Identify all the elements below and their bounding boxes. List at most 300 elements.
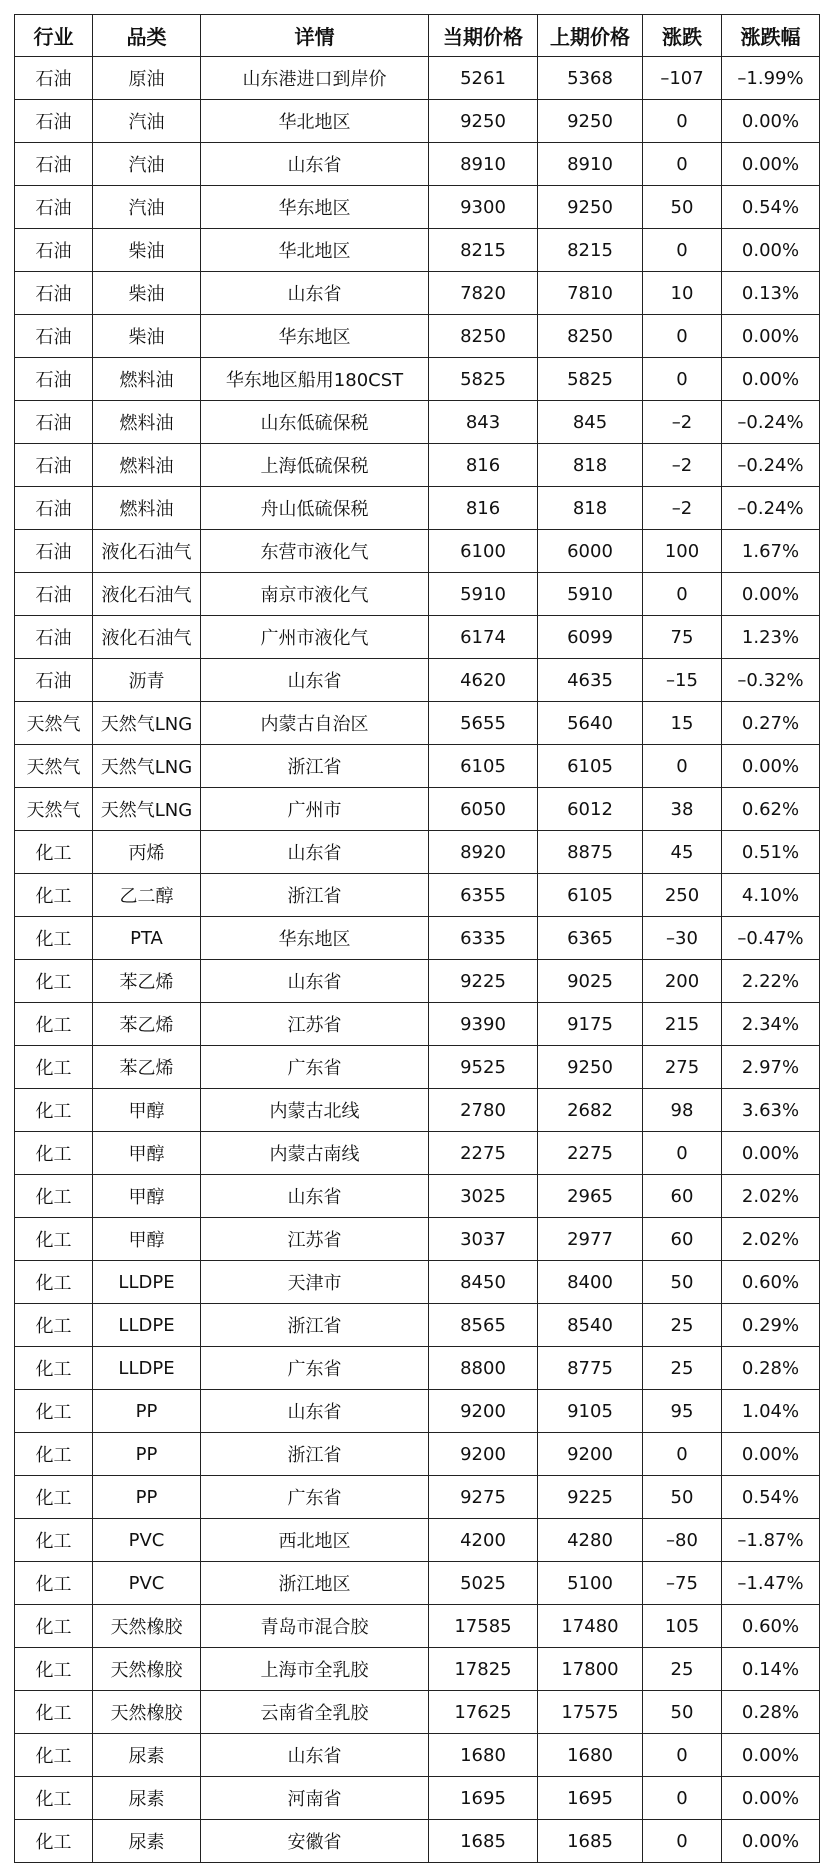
table-row	[15, 530, 820, 573]
cell-current-price: 9200	[429, 1390, 538, 1433]
cell-details: 山东省	[201, 831, 429, 874]
table-row	[15, 745, 820, 788]
cell-current-price: 5825	[429, 358, 538, 401]
cell-industry: 化工	[15, 1562, 93, 1605]
cell-previous-price: 6365	[538, 917, 643, 960]
cell-category: 柴油	[93, 315, 201, 358]
cell-category: 天然气LNG	[93, 702, 201, 745]
table-row	[15, 1175, 820, 1218]
cell-previous-price: 17800	[538, 1648, 643, 1691]
header-current-price: 当期价格	[429, 15, 538, 57]
table-row	[15, 57, 820, 100]
cell-industry: 化工	[15, 1648, 93, 1691]
cell-previous-price: 8775	[538, 1347, 643, 1390]
cell-category: 燃料油	[93, 487, 201, 530]
table-row	[15, 788, 820, 831]
cell-current-price: 17625	[429, 1691, 538, 1734]
cell-details: 内蒙古南线	[201, 1132, 429, 1175]
cell-current-price: 7820	[429, 272, 538, 315]
cell-current-price: 8450	[429, 1261, 538, 1304]
table-row	[15, 272, 820, 315]
cell-current-price: 6105	[429, 745, 538, 788]
cell-details: 华北地区	[201, 229, 429, 272]
cell-category: 汽油	[93, 100, 201, 143]
cell-change: 0	[643, 573, 722, 616]
cell-industry: 化工	[15, 1519, 93, 1562]
cell-industry: 天然气	[15, 745, 93, 788]
cell-previous-price: 17480	[538, 1605, 643, 1648]
cell-current-price: 2780	[429, 1089, 538, 1132]
cell-previous-price: 9225	[538, 1476, 643, 1519]
cell-previous-price: 5368	[538, 57, 643, 100]
cell-category: 沥青	[93, 659, 201, 702]
cell-category: 尿素	[93, 1820, 201, 1863]
cell-details: 浙江省	[201, 1304, 429, 1347]
cell-details: 山东低硫保税	[201, 401, 429, 444]
cell-details: 广东省	[201, 1046, 429, 1089]
cell-previous-price: 9200	[538, 1433, 643, 1476]
cell-details: 青岛市混合胶	[201, 1605, 429, 1648]
table-row	[15, 1304, 820, 1347]
cell-previous-price: 6000	[538, 530, 643, 573]
cell-details: 江苏省	[201, 1218, 429, 1261]
cell-category: PVC	[93, 1562, 201, 1605]
cell-previous-price: 845	[538, 401, 643, 444]
cell-change-pct: 2.97%	[722, 1046, 820, 1089]
cell-category: 甲醇	[93, 1089, 201, 1132]
cell-current-price: 8250	[429, 315, 538, 358]
cell-category: 苯乙烯	[93, 1003, 201, 1046]
cell-change-pct: 0.00%	[722, 143, 820, 186]
cell-change: 0	[643, 1820, 722, 1863]
cell-industry: 天然气	[15, 702, 93, 745]
cell-change-pct: 0.60%	[722, 1261, 820, 1304]
cell-category: 天然气LNG	[93, 788, 201, 831]
cell-category: 液化石油气	[93, 573, 201, 616]
cell-details: 华东地区	[201, 917, 429, 960]
table-row	[15, 1562, 820, 1605]
cell-change: 0	[643, 100, 722, 143]
table-row	[15, 1347, 820, 1390]
cell-change: 60	[643, 1175, 722, 1218]
cell-details: 山东省	[201, 659, 429, 702]
cell-change-pct: 2.02%	[722, 1218, 820, 1261]
header-change-pct: 涨跌幅	[722, 15, 820, 57]
cell-industry: 石油	[15, 315, 93, 358]
cell-previous-price: 1695	[538, 1777, 643, 1820]
cell-previous-price: 9250	[538, 1046, 643, 1089]
cell-change: 0	[643, 745, 722, 788]
cell-details: 山东省	[201, 143, 429, 186]
table-row	[15, 659, 820, 702]
cell-details: 上海市全乳胶	[201, 1648, 429, 1691]
cell-details: 安徽省	[201, 1820, 429, 1863]
cell-industry: 化工	[15, 1261, 93, 1304]
cell-industry: 化工	[15, 1347, 93, 1390]
cell-previous-price: 1680	[538, 1734, 643, 1777]
cell-change: 105	[643, 1605, 722, 1648]
cell-category: 原油	[93, 57, 201, 100]
table-row	[15, 1691, 820, 1734]
cell-industry: 化工	[15, 1605, 93, 1648]
cell-change-pct: 0.00%	[722, 358, 820, 401]
cell-change-pct: –1.99%	[722, 57, 820, 100]
cell-details: 上海低硫保税	[201, 444, 429, 487]
cell-current-price: 9300	[429, 186, 538, 229]
cell-previous-price: 7810	[538, 272, 643, 315]
header-change: 涨跌	[643, 15, 722, 57]
cell-current-price: 17585	[429, 1605, 538, 1648]
cell-previous-price: 2682	[538, 1089, 643, 1132]
cell-industry: 石油	[15, 401, 93, 444]
cell-change: 98	[643, 1089, 722, 1132]
cell-change-pct: 0.54%	[722, 1476, 820, 1519]
cell-previous-price: 9175	[538, 1003, 643, 1046]
table-row	[15, 1132, 820, 1175]
cell-details: 山东省	[201, 1390, 429, 1433]
cell-previous-price: 6105	[538, 745, 643, 788]
cell-change-pct: 0.00%	[722, 573, 820, 616]
cell-category: PP	[93, 1433, 201, 1476]
price-table-container	[14, 14, 820, 1863]
cell-current-price: 2275	[429, 1132, 538, 1175]
table-row	[15, 229, 820, 272]
cell-previous-price: 5640	[538, 702, 643, 745]
cell-category: 柴油	[93, 229, 201, 272]
cell-change: –75	[643, 1562, 722, 1605]
cell-category: 尿素	[93, 1734, 201, 1777]
cell-previous-price: 6099	[538, 616, 643, 659]
cell-details: 河南省	[201, 1777, 429, 1820]
cell-current-price: 6100	[429, 530, 538, 573]
table-header	[15, 15, 820, 57]
table-row	[15, 1605, 820, 1648]
cell-details: 华东地区	[201, 315, 429, 358]
cell-industry: 石油	[15, 272, 93, 315]
cell-industry: 化工	[15, 1175, 93, 1218]
cell-industry: 化工	[15, 1089, 93, 1132]
cell-change: 15	[643, 702, 722, 745]
cell-current-price: 17825	[429, 1648, 538, 1691]
cell-details: 内蒙古自治区	[201, 702, 429, 745]
cell-industry: 石油	[15, 530, 93, 573]
table-body	[15, 57, 820, 1863]
cell-change: –80	[643, 1519, 722, 1562]
cell-previous-price: 2965	[538, 1175, 643, 1218]
cell-details: 华北地区	[201, 100, 429, 143]
table-row	[15, 100, 820, 143]
cell-change: 50	[643, 1691, 722, 1734]
cell-industry: 化工	[15, 874, 93, 917]
cell-previous-price: 2977	[538, 1218, 643, 1261]
cell-details: 舟山低硫保税	[201, 487, 429, 530]
cell-industry: 化工	[15, 1218, 93, 1261]
cell-change: 0	[643, 1734, 722, 1777]
table-row	[15, 831, 820, 874]
cell-change-pct: 0.28%	[722, 1691, 820, 1734]
cell-previous-price: 8400	[538, 1261, 643, 1304]
price-table	[14, 14, 820, 1863]
cell-current-price: 1695	[429, 1777, 538, 1820]
cell-change-pct: 0.13%	[722, 272, 820, 315]
cell-current-price: 8215	[429, 229, 538, 272]
cell-details: 浙江省	[201, 874, 429, 917]
cell-change: –30	[643, 917, 722, 960]
cell-industry: 化工	[15, 831, 93, 874]
table-row	[15, 1390, 820, 1433]
cell-change: 50	[643, 186, 722, 229]
cell-current-price: 816	[429, 444, 538, 487]
table-row	[15, 401, 820, 444]
table-row	[15, 874, 820, 917]
cell-details: 浙江省	[201, 1433, 429, 1476]
cell-previous-price: 9250	[538, 100, 643, 143]
cell-current-price: 4200	[429, 1519, 538, 1562]
cell-details: 广东省	[201, 1476, 429, 1519]
cell-change-pct: –0.32%	[722, 659, 820, 702]
cell-details: 山东省	[201, 1734, 429, 1777]
cell-previous-price: 8910	[538, 143, 643, 186]
cell-category: 苯乙烯	[93, 960, 201, 1003]
cell-current-price: 8910	[429, 143, 538, 186]
cell-details: 浙江地区	[201, 1562, 429, 1605]
table-row	[15, 702, 820, 745]
cell-industry: 石油	[15, 57, 93, 100]
cell-industry: 化工	[15, 1304, 93, 1347]
cell-previous-price: 8215	[538, 229, 643, 272]
cell-details: 华东地区船用180CST	[201, 358, 429, 401]
cell-previous-price: 818	[538, 444, 643, 487]
cell-category: 乙二醇	[93, 874, 201, 917]
cell-category: 甲醇	[93, 1132, 201, 1175]
cell-industry: 石油	[15, 616, 93, 659]
cell-details: 山东省	[201, 960, 429, 1003]
cell-current-price: 1680	[429, 1734, 538, 1777]
cell-change-pct: 0.54%	[722, 186, 820, 229]
cell-category: 天然橡胶	[93, 1605, 201, 1648]
cell-industry: 石油	[15, 444, 93, 487]
cell-industry: 石油	[15, 143, 93, 186]
cell-current-price: 9390	[429, 1003, 538, 1046]
cell-previous-price: 9025	[538, 960, 643, 1003]
cell-details: 南京市液化气	[201, 573, 429, 616]
table-row	[15, 487, 820, 530]
cell-details: 浙江省	[201, 745, 429, 788]
cell-change: –2	[643, 401, 722, 444]
cell-change: 25	[643, 1347, 722, 1390]
cell-change: 100	[643, 530, 722, 573]
cell-change-pct: 0.28%	[722, 1347, 820, 1390]
cell-category: LLDPE	[93, 1261, 201, 1304]
cell-industry: 天然气	[15, 788, 93, 831]
cell-previous-price: 8250	[538, 315, 643, 358]
cell-change-pct: 0.00%	[722, 229, 820, 272]
cell-current-price: 8800	[429, 1347, 538, 1390]
cell-change-pct: –1.47%	[722, 1562, 820, 1605]
table-row	[15, 186, 820, 229]
cell-current-price: 9200	[429, 1433, 538, 1476]
cell-change-pct: –1.87%	[722, 1519, 820, 1562]
cell-category: 甲醇	[93, 1175, 201, 1218]
cell-current-price: 5261	[429, 57, 538, 100]
cell-previous-price: 5100	[538, 1562, 643, 1605]
cell-previous-price: 6012	[538, 788, 643, 831]
cell-change: 0	[643, 1433, 722, 1476]
cell-change: 0	[643, 1777, 722, 1820]
table-row	[15, 1089, 820, 1132]
cell-change-pct: 0.00%	[722, 1433, 820, 1476]
cell-details: 西北地区	[201, 1519, 429, 1562]
cell-current-price: 6174	[429, 616, 538, 659]
cell-change: 0	[643, 229, 722, 272]
cell-current-price: 9250	[429, 100, 538, 143]
cell-category: LLDPE	[93, 1304, 201, 1347]
cell-category: 汽油	[93, 143, 201, 186]
cell-category: 液化石油气	[93, 616, 201, 659]
cell-category: 液化石油气	[93, 530, 201, 573]
cell-details: 广东省	[201, 1347, 429, 1390]
cell-change: –2	[643, 487, 722, 530]
cell-previous-price: 5825	[538, 358, 643, 401]
cell-change-pct: –0.47%	[722, 917, 820, 960]
cell-category: 丙烯	[93, 831, 201, 874]
table-row	[15, 1734, 820, 1777]
cell-details: 天津市	[201, 1261, 429, 1304]
cell-change-pct: 2.02%	[722, 1175, 820, 1218]
cell-change: 250	[643, 874, 722, 917]
cell-category: 天然橡胶	[93, 1691, 201, 1734]
cell-details: 广州市液化气	[201, 616, 429, 659]
table-row	[15, 358, 820, 401]
cell-current-price: 6355	[429, 874, 538, 917]
table-row	[15, 1218, 820, 1261]
cell-details: 广州市	[201, 788, 429, 831]
cell-current-price: 5910	[429, 573, 538, 616]
header-industry: 行业	[15, 15, 93, 57]
cell-current-price: 4620	[429, 659, 538, 702]
cell-category: 天然橡胶	[93, 1648, 201, 1691]
cell-category: 汽油	[93, 186, 201, 229]
cell-change-pct: –0.24%	[722, 487, 820, 530]
cell-details: 云南省全乳胶	[201, 1691, 429, 1734]
cell-current-price: 6050	[429, 788, 538, 831]
cell-industry: 化工	[15, 1734, 93, 1777]
cell-change-pct: 1.67%	[722, 530, 820, 573]
cell-current-price: 1685	[429, 1820, 538, 1863]
cell-details: 内蒙古北线	[201, 1089, 429, 1132]
cell-change-pct: –0.24%	[722, 444, 820, 487]
cell-change-pct: 4.10%	[722, 874, 820, 917]
cell-change: 275	[643, 1046, 722, 1089]
cell-previous-price: 17575	[538, 1691, 643, 1734]
cell-change: 0	[643, 358, 722, 401]
cell-change-pct: 0.00%	[722, 1777, 820, 1820]
cell-industry: 化工	[15, 1046, 93, 1089]
cell-change-pct: 1.23%	[722, 616, 820, 659]
table-row	[15, 616, 820, 659]
cell-change-pct: 0.00%	[722, 1132, 820, 1175]
cell-category: 甲醇	[93, 1218, 201, 1261]
cell-previous-price: 818	[538, 487, 643, 530]
table-row	[15, 573, 820, 616]
cell-change-pct: 0.00%	[722, 745, 820, 788]
cell-change-pct: 1.04%	[722, 1390, 820, 1433]
cell-change: 38	[643, 788, 722, 831]
cell-category: 燃料油	[93, 444, 201, 487]
cell-industry: 化工	[15, 1820, 93, 1863]
cell-change: 0	[643, 315, 722, 358]
cell-details: 华东地区	[201, 186, 429, 229]
cell-change: 200	[643, 960, 722, 1003]
cell-change-pct: 0.00%	[722, 100, 820, 143]
cell-category: PTA	[93, 917, 201, 960]
table-row	[15, 1433, 820, 1476]
cell-category: 苯乙烯	[93, 1046, 201, 1089]
cell-previous-price: 5910	[538, 573, 643, 616]
cell-industry: 石油	[15, 573, 93, 616]
table-row	[15, 444, 820, 487]
cell-previous-price: 6105	[538, 874, 643, 917]
cell-industry: 石油	[15, 659, 93, 702]
cell-change: 75	[643, 616, 722, 659]
table-row	[15, 315, 820, 358]
cell-category: PP	[93, 1390, 201, 1433]
cell-details: 东营市液化气	[201, 530, 429, 573]
cell-current-price: 8920	[429, 831, 538, 874]
cell-change-pct: 0.29%	[722, 1304, 820, 1347]
cell-current-price: 9225	[429, 960, 538, 1003]
cell-current-price: 6335	[429, 917, 538, 960]
header-details: 详情	[201, 15, 429, 57]
cell-current-price: 9525	[429, 1046, 538, 1089]
cell-change: 50	[643, 1476, 722, 1519]
cell-industry: 化工	[15, 960, 93, 1003]
cell-change-pct: 0.00%	[722, 315, 820, 358]
cell-change: –2	[643, 444, 722, 487]
table-row	[15, 143, 820, 186]
cell-industry: 化工	[15, 1003, 93, 1046]
cell-previous-price: 9105	[538, 1390, 643, 1433]
cell-change-pct: 0.60%	[722, 1605, 820, 1648]
cell-details: 山东省	[201, 1175, 429, 1218]
cell-current-price: 5655	[429, 702, 538, 745]
cell-current-price: 816	[429, 487, 538, 530]
cell-industry: 化工	[15, 1390, 93, 1433]
cell-change: 10	[643, 272, 722, 315]
cell-current-price: 8565	[429, 1304, 538, 1347]
cell-change: 50	[643, 1261, 722, 1304]
cell-current-price: 5025	[429, 1562, 538, 1605]
cell-category: 柴油	[93, 272, 201, 315]
cell-change-pct: 0.00%	[722, 1820, 820, 1863]
cell-category: LLDPE	[93, 1347, 201, 1390]
table-row	[15, 1648, 820, 1691]
cell-industry: 化工	[15, 917, 93, 960]
cell-details: 山东港进口到岸价	[201, 57, 429, 100]
header-previous-price: 上期价格	[538, 15, 643, 57]
cell-previous-price: 4635	[538, 659, 643, 702]
cell-change: 215	[643, 1003, 722, 1046]
cell-category: PP	[93, 1476, 201, 1519]
cell-change: 45	[643, 831, 722, 874]
cell-change-pct: 0.62%	[722, 788, 820, 831]
cell-previous-price: 9250	[538, 186, 643, 229]
cell-change-pct: 0.51%	[722, 831, 820, 874]
cell-industry: 石油	[15, 186, 93, 229]
cell-change-pct: 0.00%	[722, 1734, 820, 1777]
table-row	[15, 917, 820, 960]
cell-change: –107	[643, 57, 722, 100]
